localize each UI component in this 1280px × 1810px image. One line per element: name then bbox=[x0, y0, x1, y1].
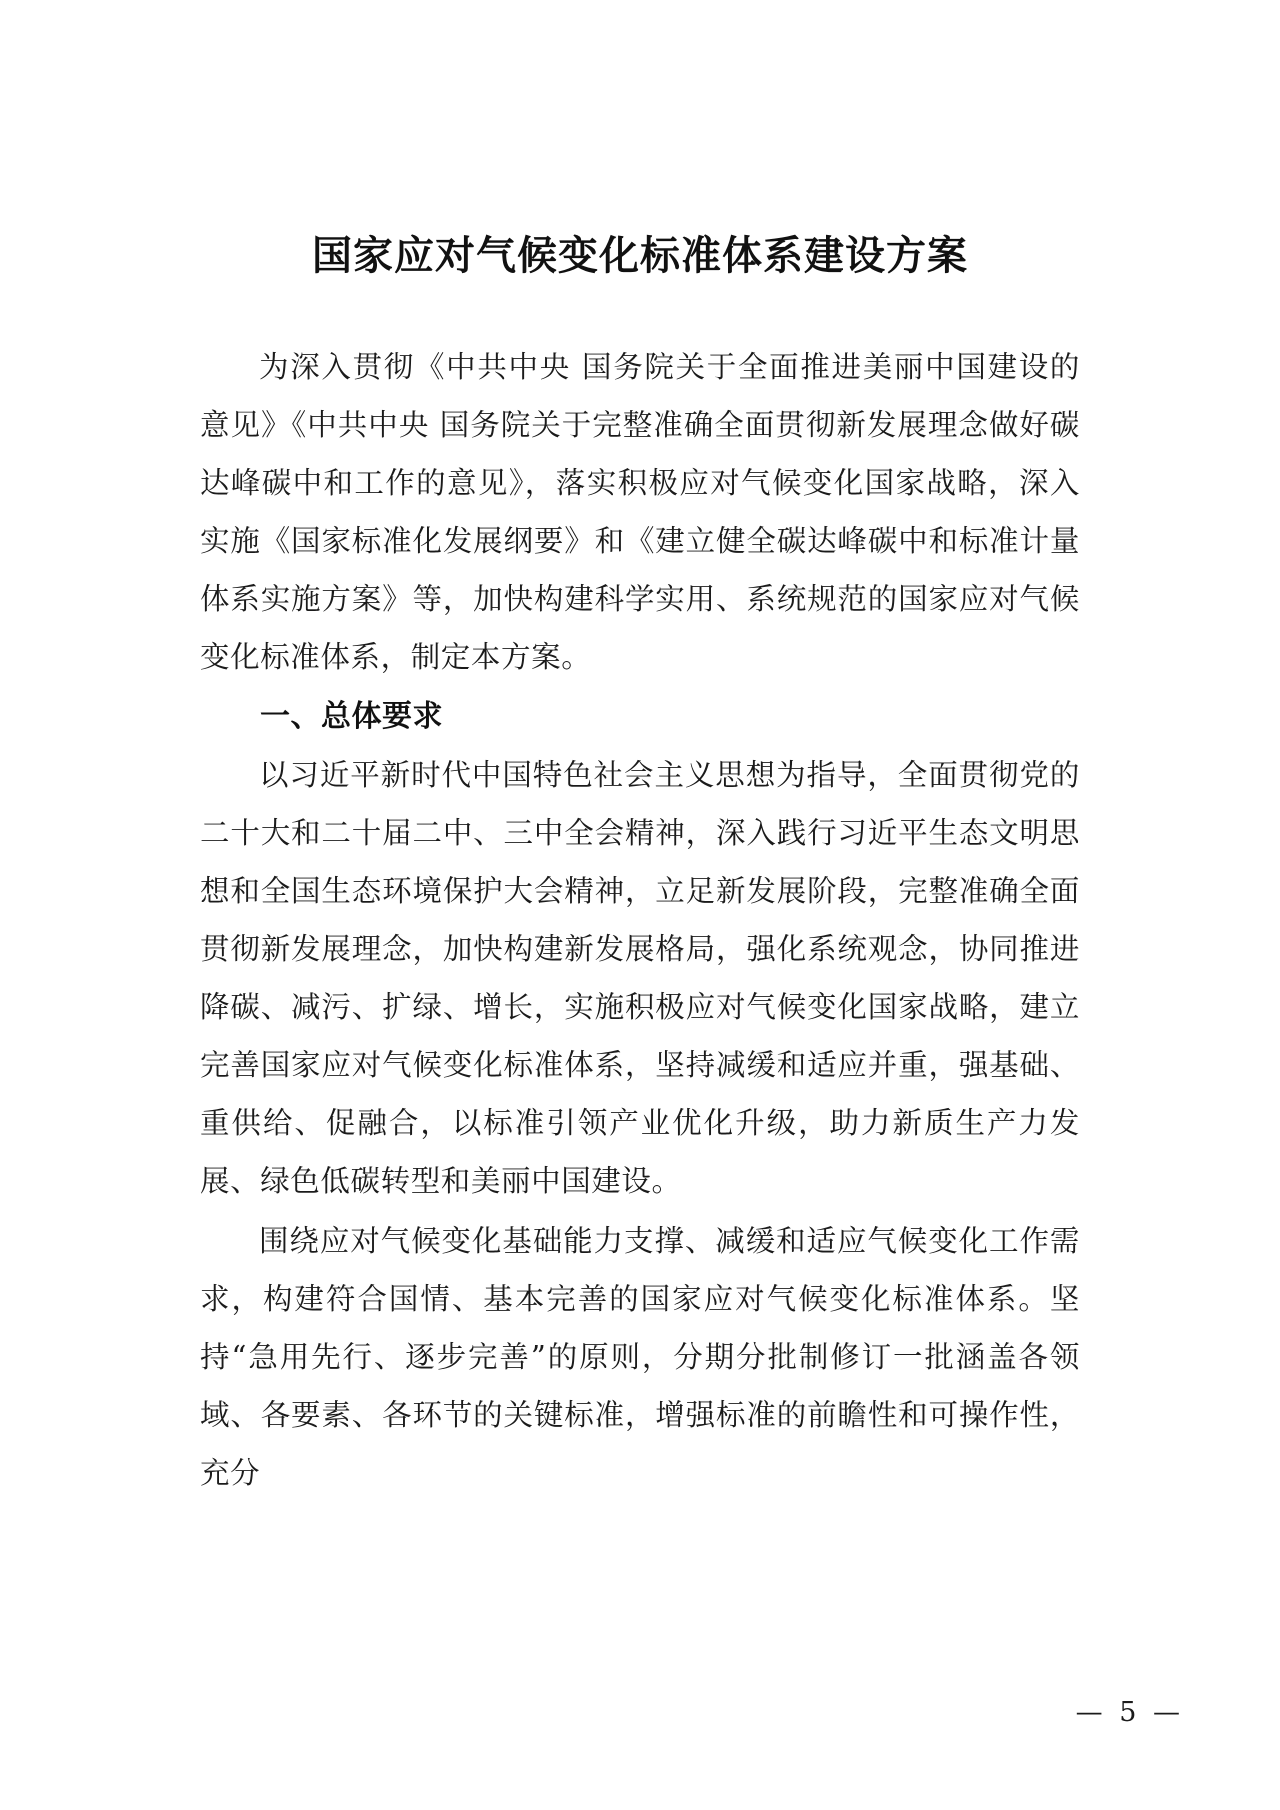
section-1-paragraph-1: 以习近平新时代中国特色社会主义思想为指导，全面贯彻党的二十大和二十届二中、三中全会精神，深入践行习近平生态文明思想和全国生态环境保护大会精神，立足新发展阶段，完整准确全面贯彻新发展理念，加快构建新发展格局，强化系统观念，协同推进降碳、减污、扩绿、增长，实施积极应对气候变化国家战略，建立完善国家应对气候变化标准体系，坚持减缓和适应并重，强基础、重供给、促融合，以标准引领产业优化升级，助力新质生产力发展、绿色低碳转型和美丽中国建设。 bbox=[200, 758, 1080, 1198]
document-body bbox=[200, 280, 1080, 1502]
page-title: 国家应对气候变化标准体系建设方案 bbox=[312, 233, 968, 279]
paragraph-intro: 为深入贯彻《中共中央 国务院关于全面推进美丽中国建设的意见》《中共中央 国务院关于完整准确全面贯彻新发展理念做好碳达峰碳中和工作的意见》，落实积极应对气候变化国家战略，深入实施《国家标准化发展纲要》和《建立健全碳达峰碳中和标准计量体系实施方案》等，加快构建科学实用、系统规范的国家应对气候变化标准体系，制定本方案。 bbox=[200, 350, 1080, 674]
page-number: — 5 — bbox=[1075, 1697, 1184, 1728]
section-heading-1: 一、总体要求 bbox=[260, 699, 443, 734]
section-1-paragraph-2: 围绕应对气候变化基础能力支撑、减缓和适应气候变化工作需求，构建符合国情、基本完善的国家应对气候变化标准体系。坚持“急用先行、逐步完善”的原则，分期分批制修订一批涵盖各领域、各要素、各环节的关键标准，增强标准的前瞻性和可操作性，充分 bbox=[200, 1224, 1080, 1490]
